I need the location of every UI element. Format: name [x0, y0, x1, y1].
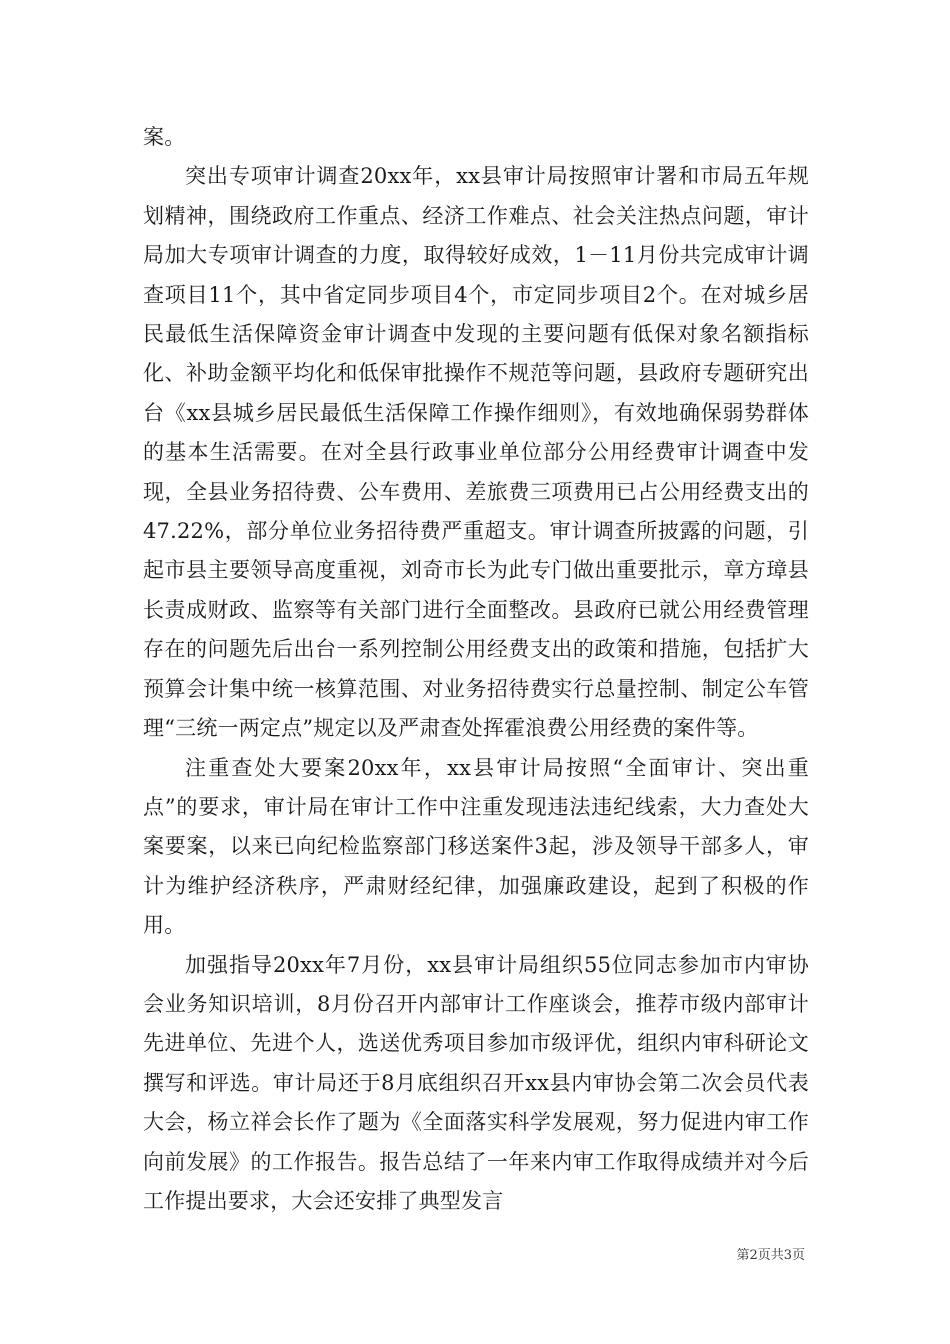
paragraph-guidance: 加强指导20xx年7月份，xx县审计局组织55位同志参加市内审协会业务知识培训，8月份召开内部审计工作座谈会，推荐市级内部审计先进单位、先进个人，选送优秀项目参加市级评优，组织内审科研论文撰写和评选。审计局还于8月底组织召开xx县内审协会第二次会员代表大会，杨立祥会长作了题为《全面落实科学发展观，努力促进内审工作向前发展》的工作报告。报告总结了一年来内审工作取得成绩并对今后工作提出要求，大会还安排了典型发言 [143, 952, 809, 1213]
paragraph-continuation: 案。 [143, 125, 186, 149]
paragraph-major-cases: 注重查处大要案20xx年，xx县审计局按照“全面审计、突出重点”的要求，审计局在审计工作中注重发现违法违纪线索，大力查处大案要案，以来已向纪检监察部门移送案件3起，涉及领导干部多人，审计为维护经济秩序，严肃财经纪律，加强廉政建设，起到了积极的作用。 [143, 755, 809, 938]
paragraph-special-audit: 突出专项审计调查20xx年，xx县审计局按照审计署和市局五年规划精神，围绕政府工作重点、经济工作难点、社会关注热点问题，审计局加大专项审计调查的力度，取得较好成效，1－11月份共完成审计调查项目11个，其中省定同步项目4个，市定同步项目2个。在对城乡居民最低生活保障资金审计调查中发现的主要问题有低保对象名额指标化、补助金额平均化和低保审批操作不规范等问题，县政府专题研究出台《xx县城乡居民最低生活保障工作操作细则》，有效地确保弱势群体的基本生活需要。在对全县行政事业单位部分公用经费审计调查中发现，全县业务招待费、公车费用、差旅费三项费用已占公用经费支出的47.22%，部分单位业务招待费严重超支。审计调查所披露的问题，引起市县主要领导高度重视，刘奇市长为此专门做出重要批示，章方璋县长责成财政、监察等有关部门进行全面整改。县政府已就公用经费管理存在的问题先后出台一系列控制公用经费支出的政策和措施，包括扩大预算会计集中统一核算范围、对业务招待费实行总量控制、制定公车管理“三统一两定点”规定以及严肃查处挥霍浪费公用经费的案件等。 [143, 164, 809, 741]
page-number: 第2页共3页 [736, 1248, 805, 1263]
document-body [143, 118, 809, 1221]
